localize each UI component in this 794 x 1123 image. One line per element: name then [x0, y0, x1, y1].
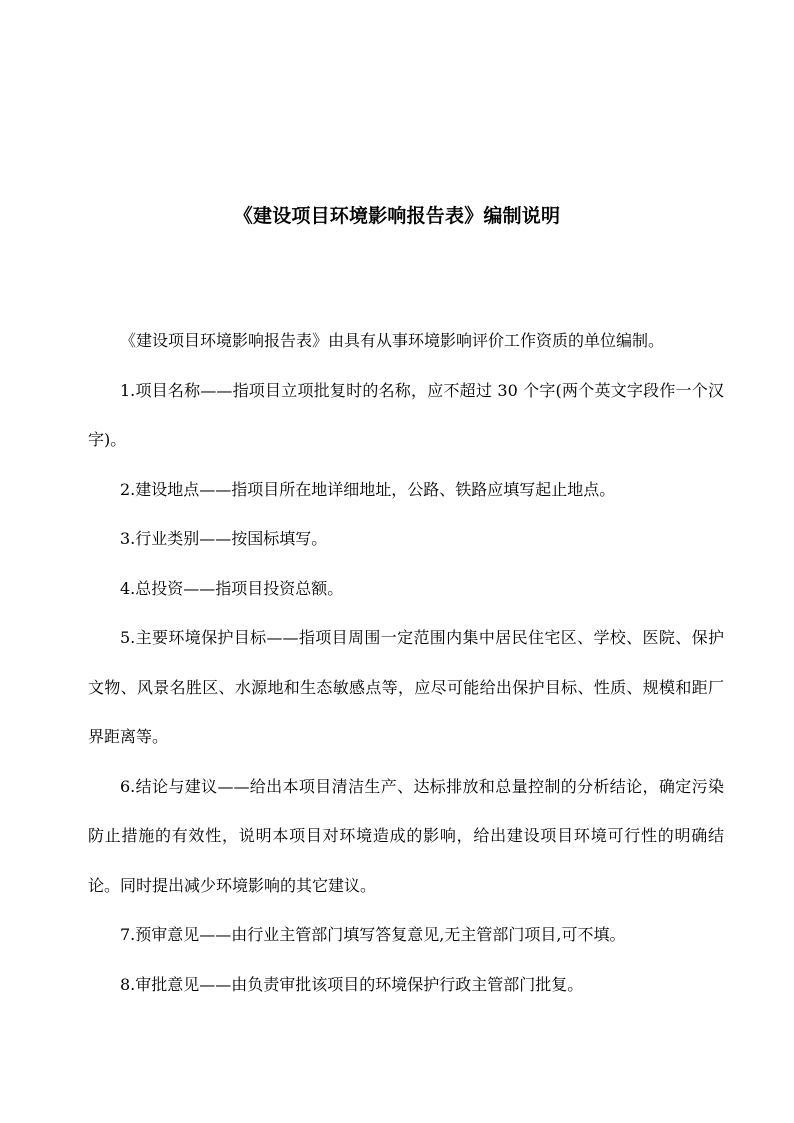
paragraph-total-investment: 4.总投资——指项目投资总额。 — [120, 578, 344, 598]
paragraph-protection-targets: 5.主要环境保护目标——指项目周围一定范围内集中居民住宅区、学校、医院、保护文物、风景名胜区、水源地和生态敏感点等，应尽可能给出保护目标、性质、规模和距厂界距离等。 — [88, 628, 724, 746]
paragraph-construction-site: 2.建设地点——指项目所在地详细地址，公路、铁路应填写起止地点。 — [120, 479, 616, 499]
paragraph-industry-category: 3.行业类别——按国标填写。 — [120, 529, 328, 548]
paragraph-intro: 《建设项目环境影响报告表》由具有从事环境影响评价工作资质的单位编制。 — [120, 331, 665, 350]
document-title: 《建设项目环境影响报告表》编制说明 — [233, 205, 561, 227]
paragraph-pre-review: 7.预审意见——由行业主管部门填写答复意见,无主管部门项目,可不填。 — [120, 925, 626, 944]
paragraph-approval: 8.审批意见——由负责审批该项目的环境保护行政主管部门批复。 — [120, 974, 584, 994]
document-body — [88, 316, 724, 1009]
paragraph-conclusions: 6.结论与建议——给出本项目清洁生产、达标排放和总量控制的分析结论，确定污染防止措施的有效性，说明本项目对环境造成的影响，给出建设项目环境可行性的明确结论。同时提出减少环境影响的其它建议。 — [88, 776, 724, 895]
paragraph-project-name: 1.项目名称——指项目立项批复时的名称，应不超过 30 个字(两个英文字段作一个汉字)。 — [88, 380, 724, 449]
